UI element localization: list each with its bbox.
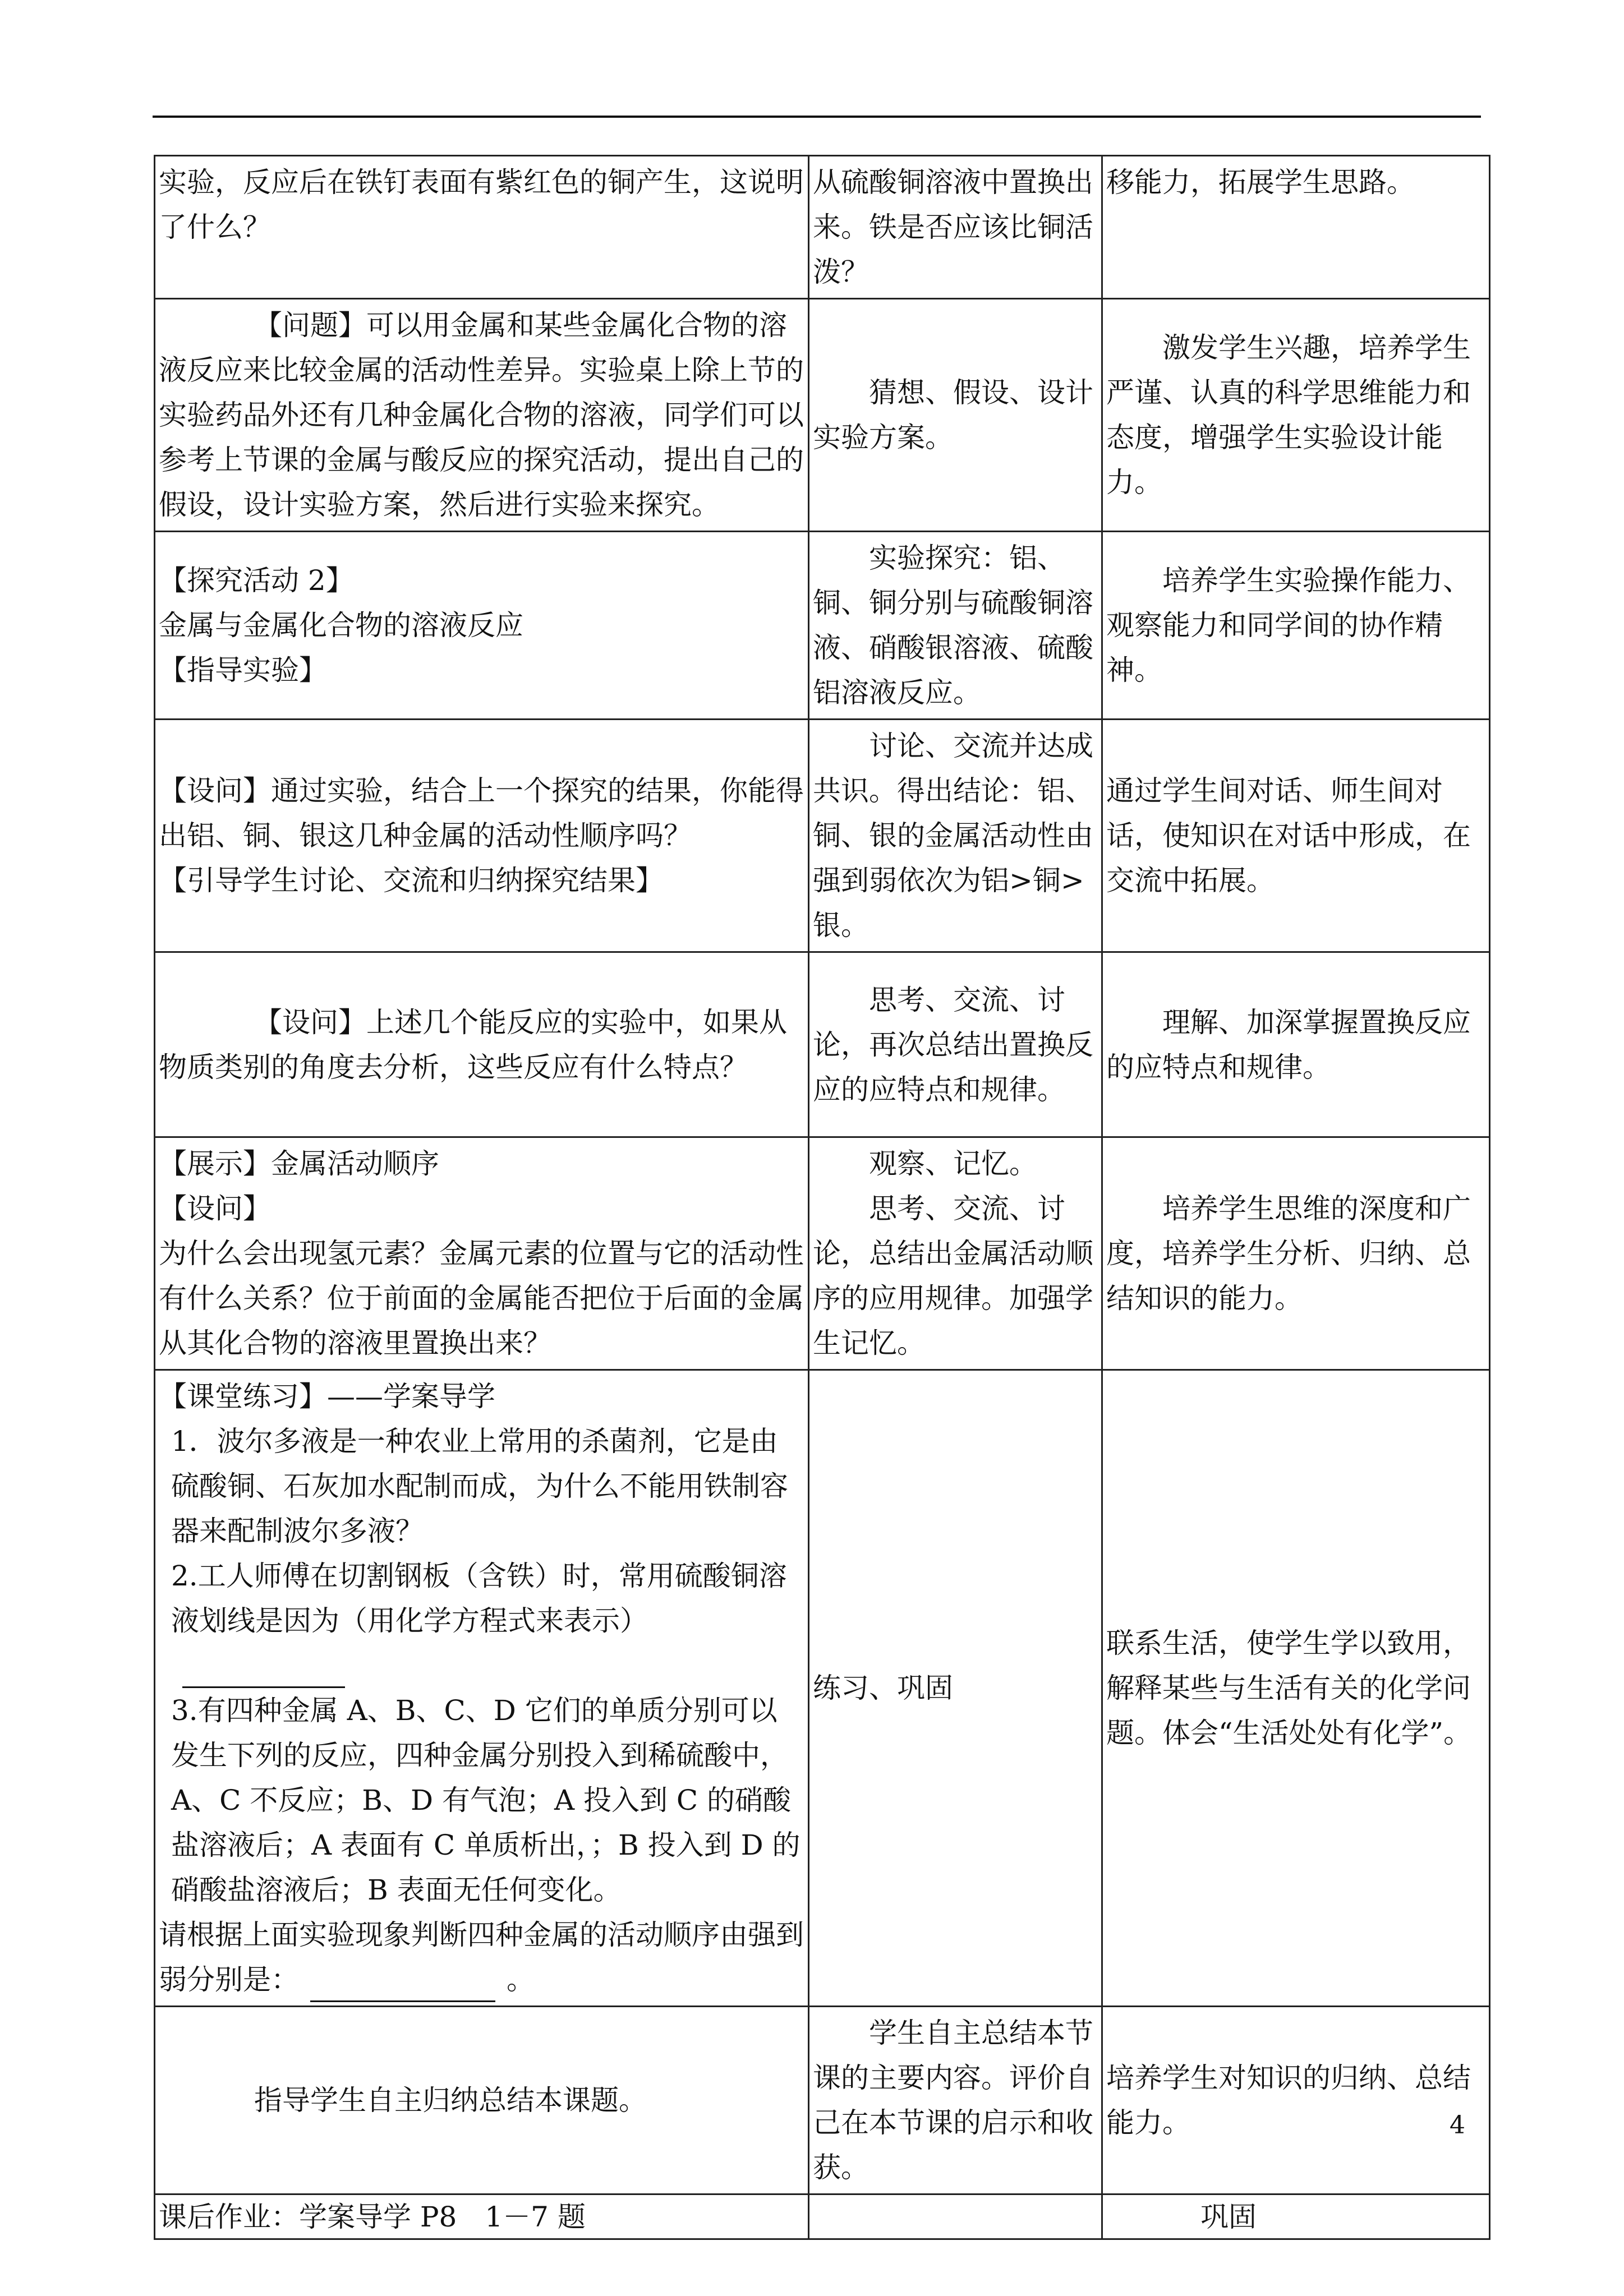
student-activity-cell bbox=[809, 720, 1102, 952]
teacher-activity-cell bbox=[155, 720, 809, 952]
table-row bbox=[155, 532, 1490, 720]
cell-text: 猜想、假设、设计实验方案。 bbox=[813, 376, 1093, 454]
cell-text: 培养学生对知识的归纳、总结能力。 bbox=[1106, 2062, 1471, 2139]
cell-text: 【设问】通过实验，结合上一个探究的结果，你能得出铝、铜、银这几种金属的活动性顺序吗？ bbox=[159, 774, 804, 852]
answer-blank[interactable] bbox=[310, 1970, 495, 2002]
cell-text: 【设问】上述几个能反应的实验中，如果从物质类别的角度去分析，这些反应有什么特点？ bbox=[159, 1006, 787, 1084]
cell-text: 理解、加深掌握置换反应的应特点和规律。 bbox=[1106, 1006, 1471, 1084]
cell-text: 培养学生实验操作能力、观察能力和同学间的协作精神。 bbox=[1106, 564, 1471, 686]
cell-text: 思考、交流、讨论，再次总结出置换反应的应特点和规律。 bbox=[813, 983, 1093, 1106]
cell-text: 【引导学生讨论、交流和归纳探究结果】 bbox=[159, 864, 664, 897]
design-intent-cell bbox=[1102, 952, 1490, 1137]
exercise-3-question bbox=[159, 1912, 804, 2002]
cell-text: 讨论、交流并达成共识。得出结论：铝、铜、银的金属活动性由强到弱依次为铝>铜>银。 bbox=[813, 730, 1093, 942]
teacher-activity-cell bbox=[155, 156, 809, 299]
student-activity-cell bbox=[809, 299, 1102, 532]
cell-text: 为什么会出现氢元素？金属元素的位置与它的活动性有什么关系？位于前面的金属能否把位于后面的金属从其化合物的溶液里置换出来？ bbox=[159, 1237, 804, 1359]
table-row bbox=[155, 952, 1490, 1137]
cell-text: 【探究活动 2】 bbox=[159, 564, 354, 597]
cell-text: 培养学生思维的深度和广度，培养学生分析、归纳、总结知识的能力。 bbox=[1106, 1192, 1471, 1315]
design-intent-cell bbox=[1102, 156, 1490, 299]
cell-text: 【问题】可以用金属和某些金属化合物的溶液反应来比较金属的活动性差异。实验桌上除上节的实验药品外还有几种金属化合物的溶液，同学们可以参考上节课的金属与酸反应的探究活动，提出自己的假设，设计实验方案，然后进行实验来探究。 bbox=[159, 309, 804, 521]
student-activity-cell bbox=[809, 156, 1102, 299]
design-intent-cell bbox=[1102, 1370, 1490, 2007]
header-rule bbox=[153, 116, 1481, 118]
page-number: 4 bbox=[1450, 2111, 1465, 2140]
teacher-activity-cell bbox=[155, 2194, 809, 2239]
cell-text: 【展示】金属活动顺序 bbox=[159, 1147, 439, 1180]
teacher-activity-cell bbox=[155, 532, 809, 720]
teacher-activity-cell bbox=[155, 1370, 809, 2007]
student-activity-cell bbox=[809, 2194, 1102, 2239]
teacher-activity-cell bbox=[155, 1137, 809, 1370]
design-intent-cell bbox=[1102, 2194, 1490, 2239]
cell-text: 观察、记忆。 bbox=[869, 1147, 1037, 1180]
student-activity-cell bbox=[809, 2007, 1102, 2194]
cell-text: 【指导实验】 bbox=[159, 654, 327, 686]
cell-text: 课后作业：学案导学 P8 1－7 题 bbox=[159, 2200, 586, 2233]
cell-text: 从硫酸铜溶液中置换出来。铁是否应该比铜活泼？ bbox=[813, 166, 1093, 288]
table-row bbox=[155, 720, 1490, 952]
design-intent-cell bbox=[1102, 1137, 1490, 1370]
exercise-3: 3.有四种金属 A、B、C、D 它们的单质分别可以发生下列的反应，四种金属分别投入到稀硫酸中，A、C 不反应；B、D 有气泡；A 投入到 C 的硝酸盐溶液后；A 表面有 C 单质析出，；B 投入到 D 的硝酸盐溶液后；B 表面无任何变化。 bbox=[171, 1694, 801, 1906]
lesson-plan-table bbox=[154, 155, 1490, 2240]
cell-text: 思考、交流、讨论，总结出金属活动顺序的应用规律。加强学生记忆。 bbox=[813, 1192, 1093, 1359]
table-row bbox=[155, 1370, 1490, 2007]
cell-text: 激发学生兴趣，培养学生严谨、认真的科学思维能力和态度，增强学生实验设计能力。 bbox=[1106, 331, 1471, 499]
design-intent-cell bbox=[1102, 720, 1490, 952]
cell-text: 通过学生间对话、师生间对话，使知识在对话中形成，在交流中拓展。 bbox=[1106, 774, 1471, 897]
table-row bbox=[155, 2007, 1490, 2194]
student-activity-cell bbox=[809, 532, 1102, 720]
cell-text: 练习、巩固 bbox=[813, 1672, 953, 1704]
teacher-activity-cell bbox=[155, 299, 809, 532]
cell-text: 【课堂练习】——学案导学 bbox=[159, 1380, 495, 1413]
teacher-activity-cell bbox=[155, 2007, 809, 2194]
student-activity-cell bbox=[809, 1370, 1102, 2007]
cell-text: 实验探究：铝、铜、铜分别与硫酸铜溶液、硝酸银溶液、硫酸铝溶液反应。 bbox=[813, 542, 1093, 709]
teacher-activity-cell bbox=[155, 952, 809, 1137]
answer-blank[interactable] bbox=[182, 1656, 345, 1688]
table-row bbox=[155, 156, 1490, 299]
cell-text: 实验，反应后在铁钉表面有紫红色的铜产生，这说明了什么？ bbox=[159, 166, 804, 243]
exercise-1: 1．波尔多液是一种农业上常用的杀菌剂，它是由硫酸铜、石灰加水配制而成，为什么不能用铁制容器来配制波尔多液？ bbox=[171, 1425, 788, 1547]
design-intent-cell bbox=[1102, 299, 1490, 532]
table-row bbox=[155, 1137, 1490, 1370]
student-activity-cell bbox=[809, 952, 1102, 1137]
cell-text: 请根据上面实验现象判断四种金属的活动顺序由强到弱分别是： bbox=[159, 1919, 804, 1996]
cell-text: 学生自主总结本节课的主要内容。评价自己在本节课的启示和收获。 bbox=[813, 2017, 1093, 2184]
cell-text: 。 bbox=[507, 1963, 535, 1996]
table-row bbox=[155, 2194, 1490, 2239]
cell-text: 金属与金属化合物的溶液反应 bbox=[159, 609, 523, 642]
cell-text: 指导学生自主归纳总结本课题。 bbox=[254, 2084, 647, 2117]
cell-text: 巩固 bbox=[1200, 2200, 1257, 2233]
cell-text: 【设问】 bbox=[159, 1192, 271, 1225]
cell-text: 2.工人师傅在切割钢板（含铁）时，常用硫酸铜溶液划线是因为（用化学方程式来表示） bbox=[171, 1560, 787, 1637]
design-intent-cell bbox=[1102, 2007, 1490, 2194]
design-intent-cell bbox=[1102, 532, 1490, 720]
cell-text: 移能力，拓展学生思路。 bbox=[1106, 166, 1415, 199]
table-row bbox=[155, 299, 1490, 532]
student-activity-cell bbox=[809, 1137, 1102, 1370]
cell-text: 联系生活，使学生学以致用，解释某些与生活有关的化学问题。体会“生活处处有化学”。 bbox=[1106, 1627, 1472, 1749]
exercise-2 bbox=[159, 1553, 804, 1688]
